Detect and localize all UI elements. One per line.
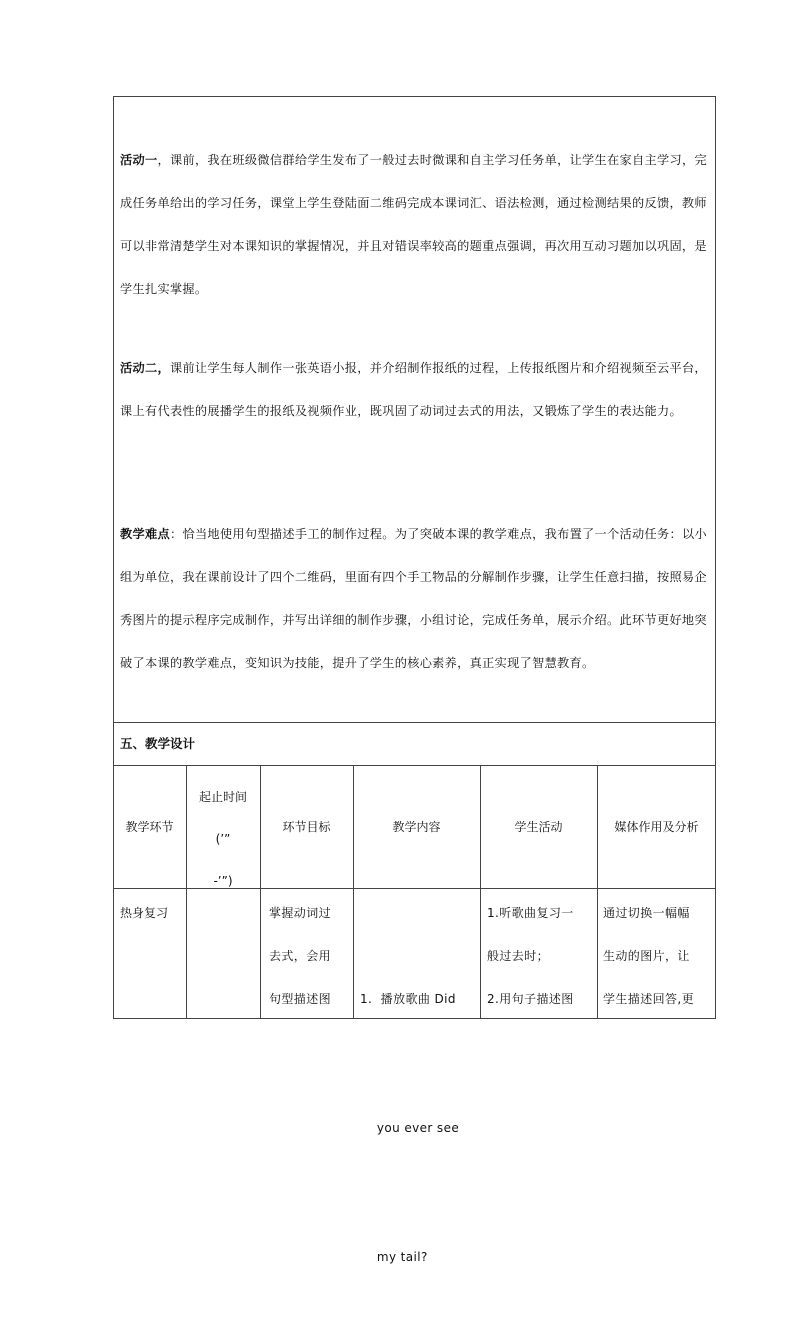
header-stage: 教学环节 xyxy=(125,820,174,834)
header-activity: 学生活动 xyxy=(514,820,563,834)
paragraph-text: 恰当地使用句型描述手工的制作过程。为了突破本课的教学难点，我布置了一个活动任务：以小组为单位，我在课前设计了四个二维码，里面有四个手工物品的分解制作步骤，让学生任意扫描，按照易企秀图片的提示程序完成制作，并写出详细的制作步骤，小组讨论，完成任务单，展示介绍。此环节更好地突破了本课的教学难点，变知识为技能，提升了学生的核心素养，真正实现了智慧教育。 xyxy=(120,527,707,670)
row-media xyxy=(603,892,715,1021)
col-divider-2 xyxy=(260,765,261,1019)
header-content: 教学内容 xyxy=(392,820,441,834)
header-media: 媒体作用及分析 xyxy=(614,820,699,834)
row-activity xyxy=(487,892,595,1021)
row-stage: 热身复习 xyxy=(120,906,169,920)
row-goal-line: 句型描述图 xyxy=(269,992,332,1006)
row-content-line: my tail? xyxy=(360,1250,428,1264)
header-time-line: (’” xyxy=(215,832,231,846)
paragraph-difficulty xyxy=(120,513,710,685)
row-content-line: 1. 播放歌曲 Did xyxy=(360,992,456,1006)
row-activity-line: 2.用句子描述图 xyxy=(487,992,574,1006)
section-divider xyxy=(113,722,716,723)
col-divider-3 xyxy=(353,765,354,1019)
paragraph-text: 课前，我在班级微信群给学生发布了一般过去时微课和自主学习任务单，让学生在家自主学习，完成任务单给出的学习任务，课堂上学生登陆面二维码完成本课词汇、语法检测，通过检测结果的反馈，教师可以非常清楚学生对本课知识的掌握情况，并且对错误率较高的题重点强调，再次用互动习题加以巩固，是学生扎实掌握。 xyxy=(120,153,707,296)
col-divider-5 xyxy=(597,765,598,1019)
paragraph-activity-two xyxy=(120,347,710,433)
row-media-line: 学生描述回答,更 xyxy=(603,992,695,1006)
paragraph-text: 课前让学生每人制作一张英语小报，并介绍制作报纸的过程，上传报纸图片和介绍视频至云平台，课上有代表性的展播学生的报纸及视频作业，既巩固了动词过去式的用法，又锻炼了学生的表达能力。 xyxy=(120,361,707,418)
table-top-rule xyxy=(113,765,716,766)
paragraph-label: 教学难点 xyxy=(120,527,170,541)
paragraph-activity-one xyxy=(120,139,710,311)
row-goal-line: 掌握动词过 xyxy=(269,906,332,920)
row-media-line: 通过切换一幅幅 xyxy=(603,906,690,920)
row-goal xyxy=(269,892,349,1021)
header-time xyxy=(186,776,260,902)
header-goal: 环节目标 xyxy=(282,820,331,834)
header-time-line: 起止时间 xyxy=(198,790,247,804)
row-goal-line: 去式，会用 xyxy=(269,949,332,963)
paragraph-label: 活动一 xyxy=(120,153,158,167)
row-content xyxy=(360,892,478,1322)
row-media-line: 生动的图片，让 xyxy=(603,949,690,963)
paragraph-separator: ： xyxy=(169,527,183,541)
col-divider-4 xyxy=(480,765,481,1019)
row-activity-line: 1.听歌曲复习一 xyxy=(487,906,574,920)
row-content-line: you ever see xyxy=(360,1121,460,1135)
section-title: 五、教学设计 xyxy=(120,736,196,751)
header-time-line: -’”) xyxy=(213,874,233,888)
paragraph-separator: ， xyxy=(157,153,170,167)
row-activity-line: 般过去时； xyxy=(487,949,550,963)
paragraph-label: 活动二， xyxy=(120,361,170,375)
